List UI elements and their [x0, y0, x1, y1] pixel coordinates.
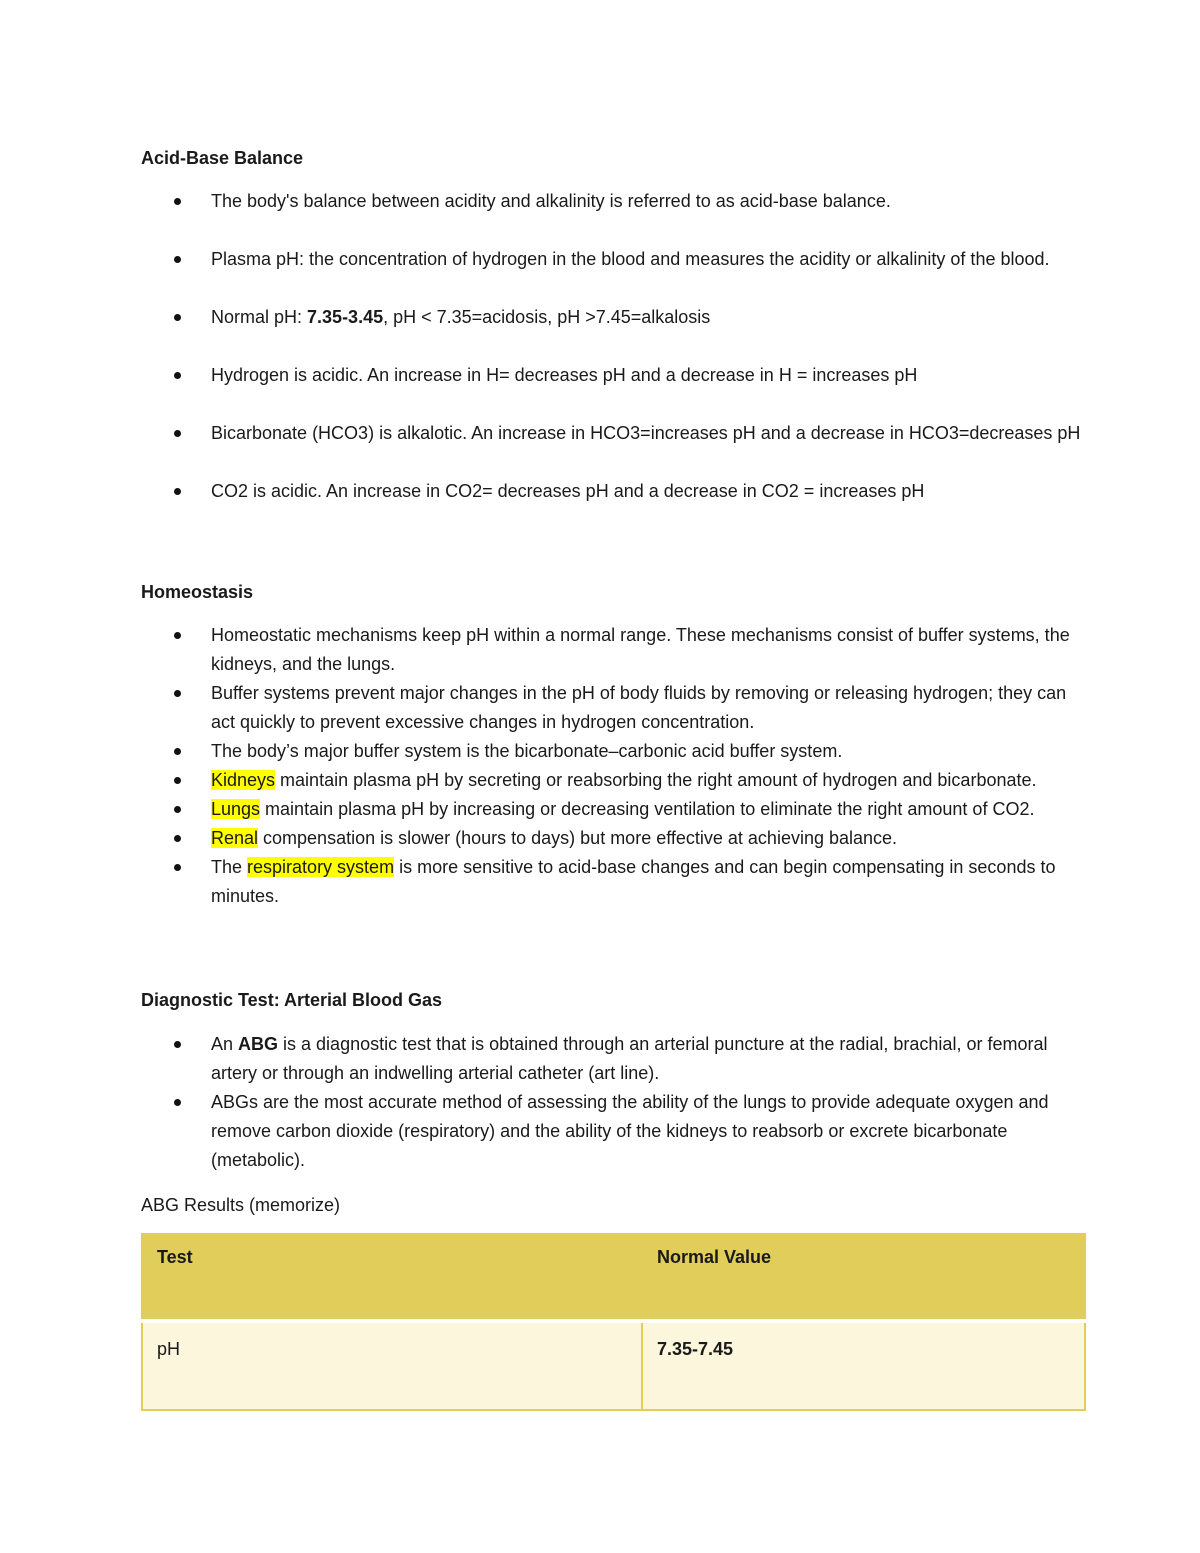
highlighted-term: respiratory system — [247, 857, 395, 877]
acid-base-list — [141, 187, 1086, 535]
heading-diagnostic-test: Diagnostic Test: Arterial Blood Gas — [141, 990, 443, 1010]
list-item: Lungs maintain plasma pH by increasing or decreasing ventilation to eliminate the right amount of CO2. — [141, 795, 1086, 824]
bullet-icon — [174, 1099, 181, 1106]
table-row — [142, 1321, 1085, 1410]
list-item: CO2 is acidic. An increase in CO2= decreases pH and a decrease in CO2 = increases pH — [141, 477, 1086, 506]
bullet-icon — [174, 430, 181, 437]
list-item: An ABG is a diagnostic test that is obtained through an arterial puncture at the radial, brachial, or femoral artery or through an indwelling arterial catheter (art line). — [141, 1030, 1086, 1088]
highlighted-term: Kidneys — [211, 770, 276, 790]
list-item: Homeostatic mechanisms keep pH within a normal range. These mechanisms consist of buffer systems, the kidneys, and the lungs. — [141, 621, 1086, 679]
list-item: The body's balance between acidity and alkalinity is referred to as acid-base balance. — [141, 187, 1086, 216]
highlighted-term: Lungs — [211, 799, 261, 819]
heading-homeostasis: Homeostasis — [141, 582, 254, 602]
heading-acid-base-balance: Acid-Base Balance — [141, 148, 304, 168]
bullet-icon — [174, 372, 181, 379]
table-header-row — [142, 1234, 1085, 1321]
list-item: Buffer systems prevent major changes in the pH of body fluids by removing or releasing hydrogen; they can act quickly to prevent excessive changes in hydrogen concentration. — [141, 679, 1086, 737]
bullet-icon — [174, 748, 181, 755]
bullet-icon — [174, 314, 181, 321]
list-item: Kidneys maintain plasma pH by secreting or reabsorbing the right amount of hydrogen and bicarbonate. — [141, 766, 1086, 795]
bullet-icon — [174, 198, 181, 205]
column-header-test: Test — [142, 1234, 642, 1321]
column-header-normal-value: Normal Value — [642, 1234, 1085, 1321]
bullet-icon — [174, 632, 181, 639]
list-item: Hydrogen is acidic. An increase in H= decreases pH and a decrease in H = increases pH — [141, 361, 1086, 390]
highlighted-term: Renal — [211, 828, 259, 848]
bullet-icon — [174, 864, 181, 871]
cell-test: pH — [142, 1321, 642, 1410]
abg-results-table — [141, 1233, 1086, 1411]
bullet-icon — [174, 777, 181, 784]
abg-results-caption: ABG Results (memorize) — [141, 1195, 341, 1215]
list-item: The body’s major buffer system is the bicarbonate–carbonic acid buffer system. — [141, 737, 1086, 766]
homeostasis-list — [141, 621, 1086, 911]
list-item: Renal compensation is slower (hours to days) but more effective at achieving balance. — [141, 824, 1086, 853]
diagnostic-list — [141, 1030, 1086, 1175]
bullet-icon — [174, 835, 181, 842]
cell-normal-value: 7.35-7.45 — [642, 1321, 1085, 1410]
bullet-icon — [174, 806, 181, 813]
bullet-icon — [174, 256, 181, 263]
bullet-icon — [174, 1041, 181, 1048]
list-item: Plasma pH: the concentration of hydrogen in the blood and measures the acidity or alkalinity of the blood. — [141, 245, 1086, 274]
list-item: Normal pH: 7.35-3.45, pH < 7.35=acidosis, pH >7.45=alkalosis — [141, 303, 1086, 332]
bullet-icon — [174, 690, 181, 697]
list-item: ABGs are the most accurate method of assessing the ability of the lungs to provide adequate oxygen and remove carbon dioxide (respiratory) and the ability of the kidneys to reabsorb or excrete bicarbonate (metabolic). — [141, 1088, 1086, 1175]
list-item: Bicarbonate (HCO3) is alkalotic. An increase in HCO3=increases pH and a decrease in HCO3=decreases pH — [141, 419, 1086, 448]
bullet-icon — [174, 488, 181, 495]
list-item: The respiratory system is more sensitive to acid-base changes and can begin compensating in seconds to minutes. — [141, 853, 1086, 911]
